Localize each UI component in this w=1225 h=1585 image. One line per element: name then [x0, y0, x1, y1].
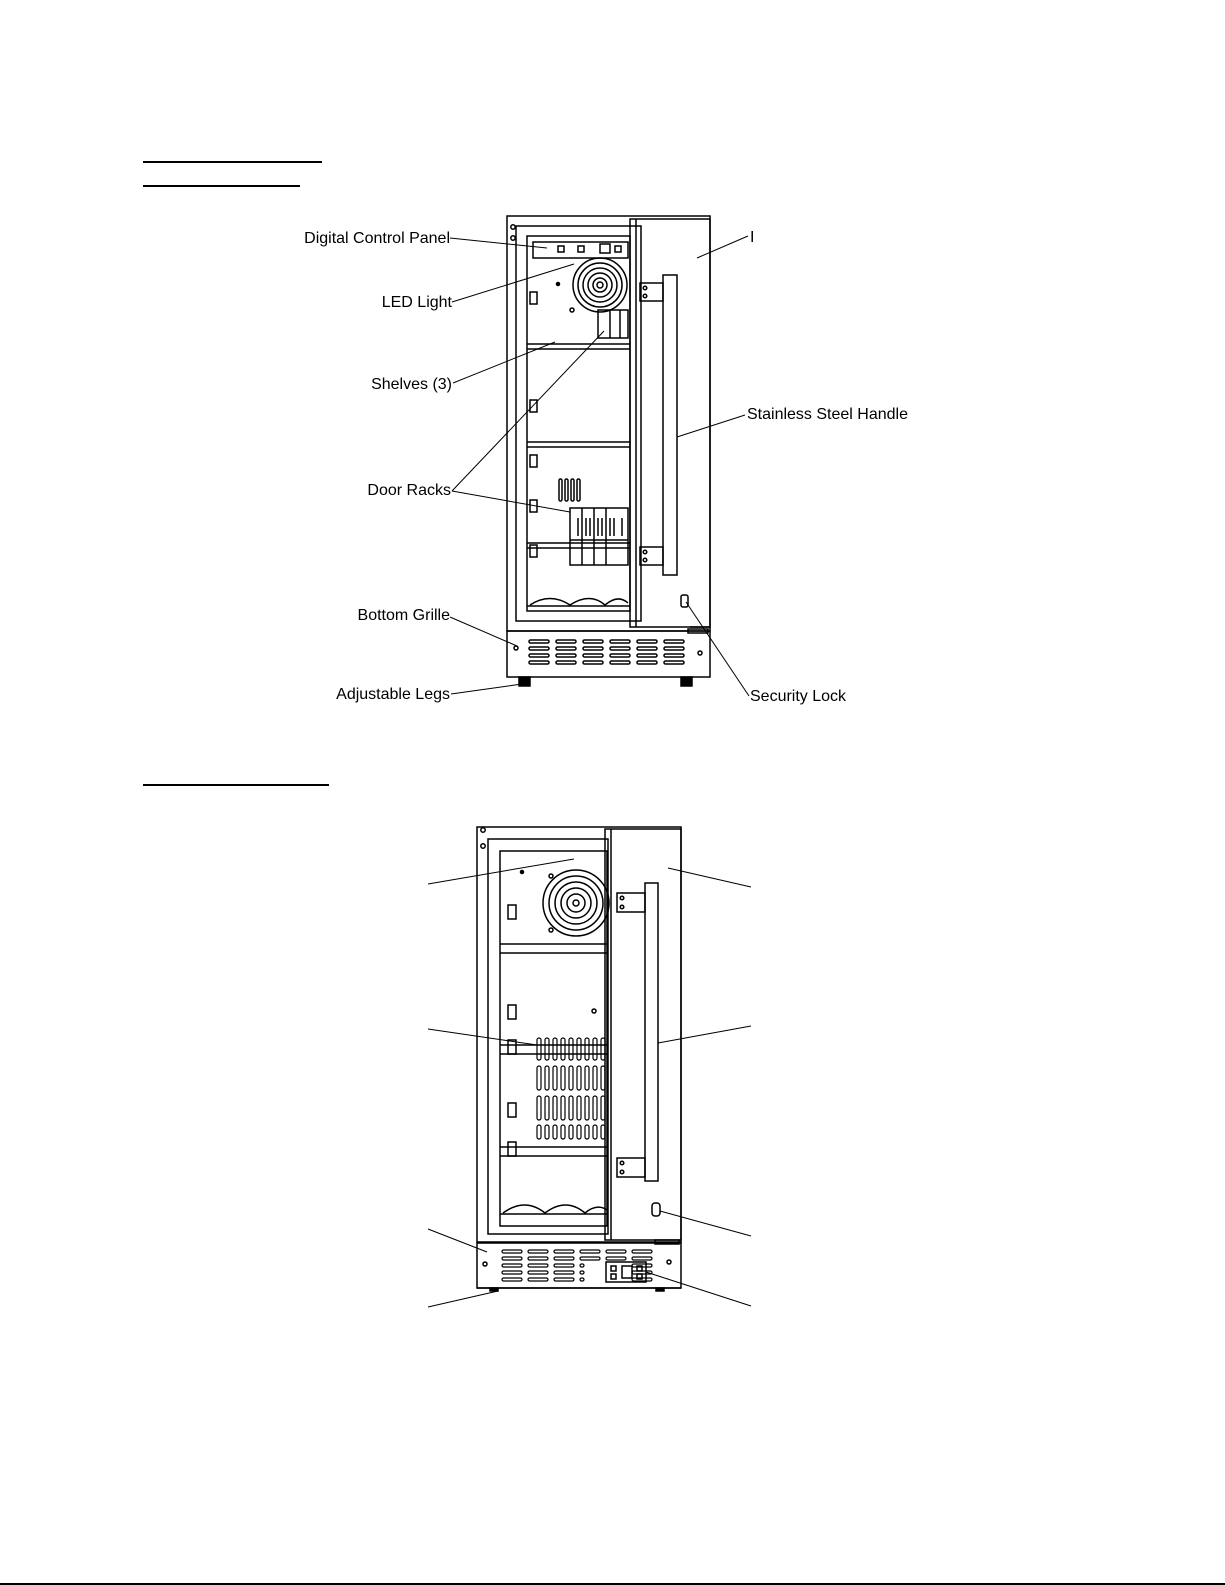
control-button-icon	[611, 1266, 616, 1271]
label-shelves: Shelves (3)	[371, 376, 452, 393]
control-button-icon	[637, 1274, 642, 1279]
fan-icon	[543, 870, 609, 936]
label-led-light: LED Light	[381, 294, 452, 311]
leader-security-lock	[660, 1211, 751, 1236]
security-lock	[652, 1203, 660, 1216]
control-display-icon	[622, 1266, 632, 1278]
door-panel	[605, 829, 681, 1240]
leader-shelves-racks	[428, 1029, 537, 1045]
cabinet-body	[477, 827, 681, 1242]
leader-bottom-grille	[428, 1229, 487, 1252]
label-door-racks: Door Racks	[367, 482, 451, 499]
screw-icon	[481, 828, 485, 832]
screw-icon	[481, 844, 485, 848]
label-digital-control-panel: Digital Control Panel	[304, 230, 450, 247]
rear-vent-slots	[537, 1038, 605, 1139]
screw-icon	[667, 1260, 671, 1264]
bottle-rack	[503, 1205, 607, 1213]
label-stainless-steel-handle: Stainless Steel Handle	[747, 406, 908, 423]
label-bottom-grille: Bottom Grille	[357, 607, 450, 624]
adjustable-leg	[490, 1288, 498, 1291]
leader-handle	[658, 1026, 751, 1043]
control-button-icon	[611, 1274, 616, 1279]
label-adjustable-legs: Adjustable Legs	[336, 686, 450, 703]
label-security-lock: Security Lock	[750, 688, 847, 705]
stainless-steel-handle	[645, 883, 658, 1181]
control-button-icon	[637, 1266, 642, 1271]
screw-icon	[483, 1262, 487, 1266]
leader-adjustable-legs	[428, 1291, 498, 1307]
label-door-fragment: I	[750, 229, 755, 246]
adjustable-leg	[656, 1288, 664, 1291]
